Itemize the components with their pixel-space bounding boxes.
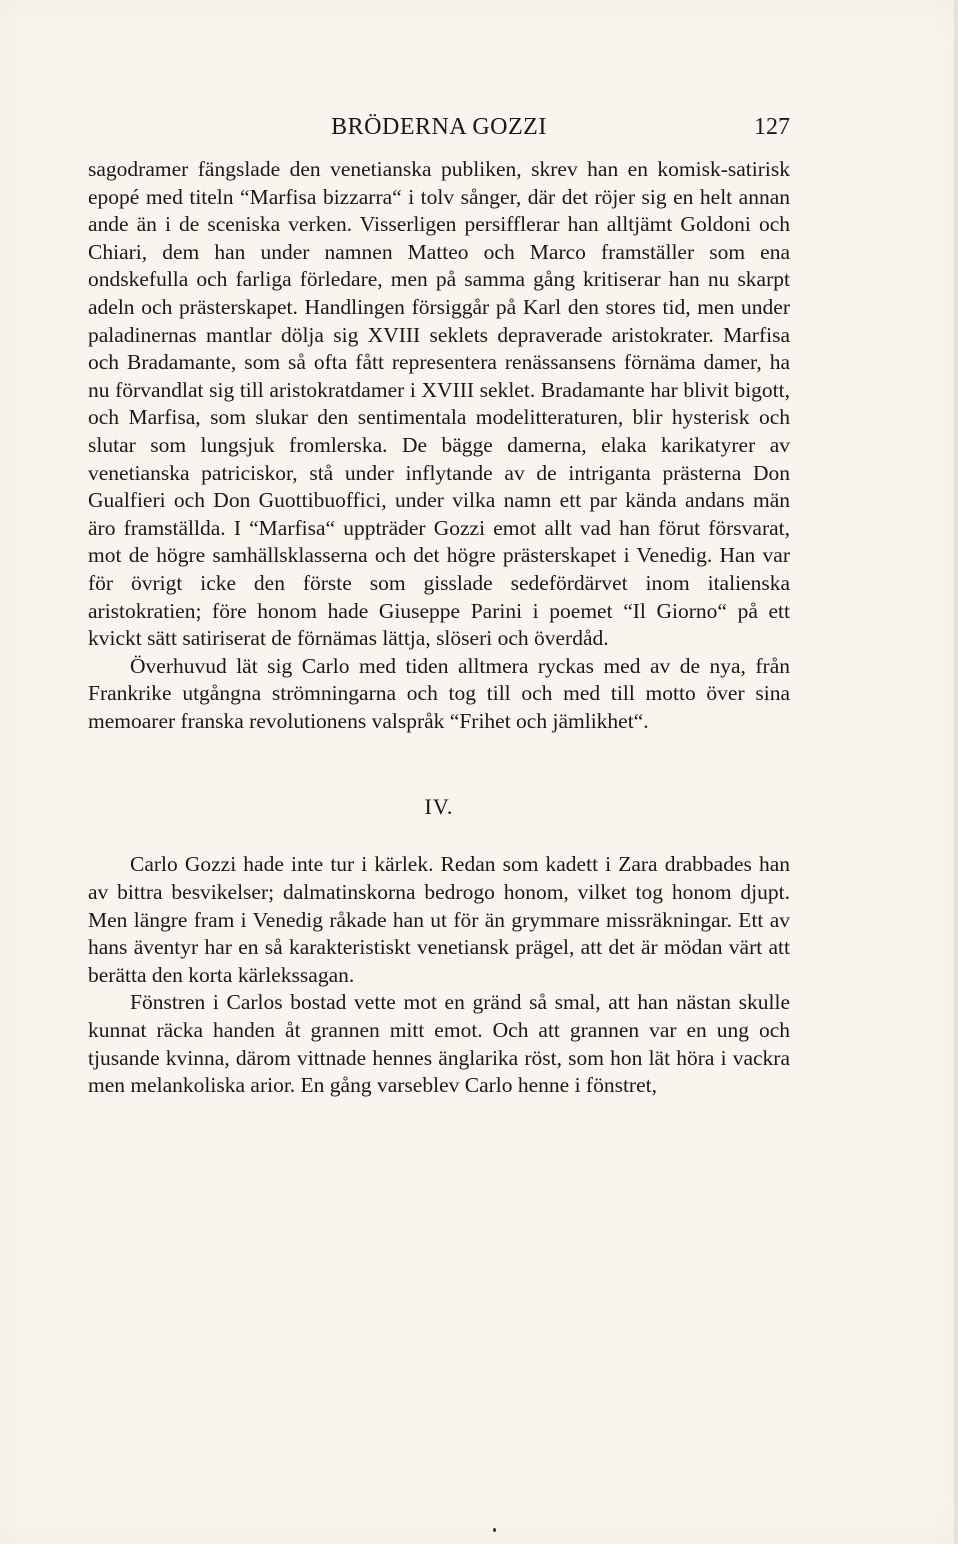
paragraph: Överhuvud lät sig Carlo med tiden alltmera ryckas med av de nya, från Frankrike utgångna strömningarna och tog till och med till motto över sina memoarer franska revolutionens valspråk “Frihet och jämlikhet“. [88, 653, 790, 733]
paragraph: Fönstren i Carlos bostad vette mot en gränd så smal, att han nästan skulle kunnat räcka handen åt grannen mitt emot. Och att grannen var en ung och tjusande kvinna, därom vittnade hennes änglarika röst, som hon lät höra i vackra men melankoliska arior. En gång varseblev Carlo henne i fönstret, [88, 990, 790, 1098]
page-number: 127 [754, 114, 790, 140]
section-heading: IV. [424, 794, 454, 820]
ink-speck [493, 1528, 496, 1532]
paragraph: Carlo Gozzi hade inte tur i kärlek. Redan som kadett i Zara drabbades han av bittra besvikelser; dalmatinskorna bedrogo honom, vilket tog honom djupt. Men längre fram i Venedig råkade han ut för än grymmare missräkningar. Ett av hans äventyr har en så karakteristiskt venetiansk prägel, att det är mödan värt att berätta den korta kärlekssagan. [88, 852, 790, 987]
page-body [88, 156, 790, 1100]
page-header [88, 114, 790, 150]
paragraph: sagodramer fängslade den venetianska publiken, skrev han en komisk-satirisk epopé med titeln “Marfisa bizzarra“ i tolv sånger, där det röjer sig en helt annan ande än i de sceniska verken. Visserligen persifflerar han alltjämt Goldoni och Chiari, dem han under namnen Matteo och Marco framställer som ena ondskefulla och farliga förledare, men på samma gång kritiserar han nu skarpt adeln och prästerskapet. Handlingen försiggår på Karl den stores tid, men under paladinernas mantlar dölja sig XVIII seklets depraverade aristokrater. Marfisa och Bradamante, som så ofta fått representera renässansens förnäma damer, ha nu förvandlat sig till aristokratdamer i XVIII seklet. Bradamante har blivit bigott, och Marfisa, som slukar den sentimentala modelitteraturen, blir hysterisk och slutar som lungsjuk fromlerska. De bägge damerna, elaka karikatyrer av venetianska patriciskor, stå under inflytande av de intriganta prästerna Don Gualfieri och Don Guottibuoffici, under vilka namn ett par kända andans män äro framställda. I “Marfisa“ uppträder Gozzi emot allt vad han förut försvarat, mot de högre samhällsklasserna och det högre prästerskapet i Venedig. Han var för övrigt icke den förste som gisslade sedefördärvet inom italienska aristokratien; före honom hade Giuseppe Parini i poemet “Il Giorno“ på ett kvickt sätt satiriserat de förnämas lättja, slöseri och överdåd. [88, 157, 790, 651]
running-head: BRÖDERNA GOZZI [331, 114, 547, 140]
